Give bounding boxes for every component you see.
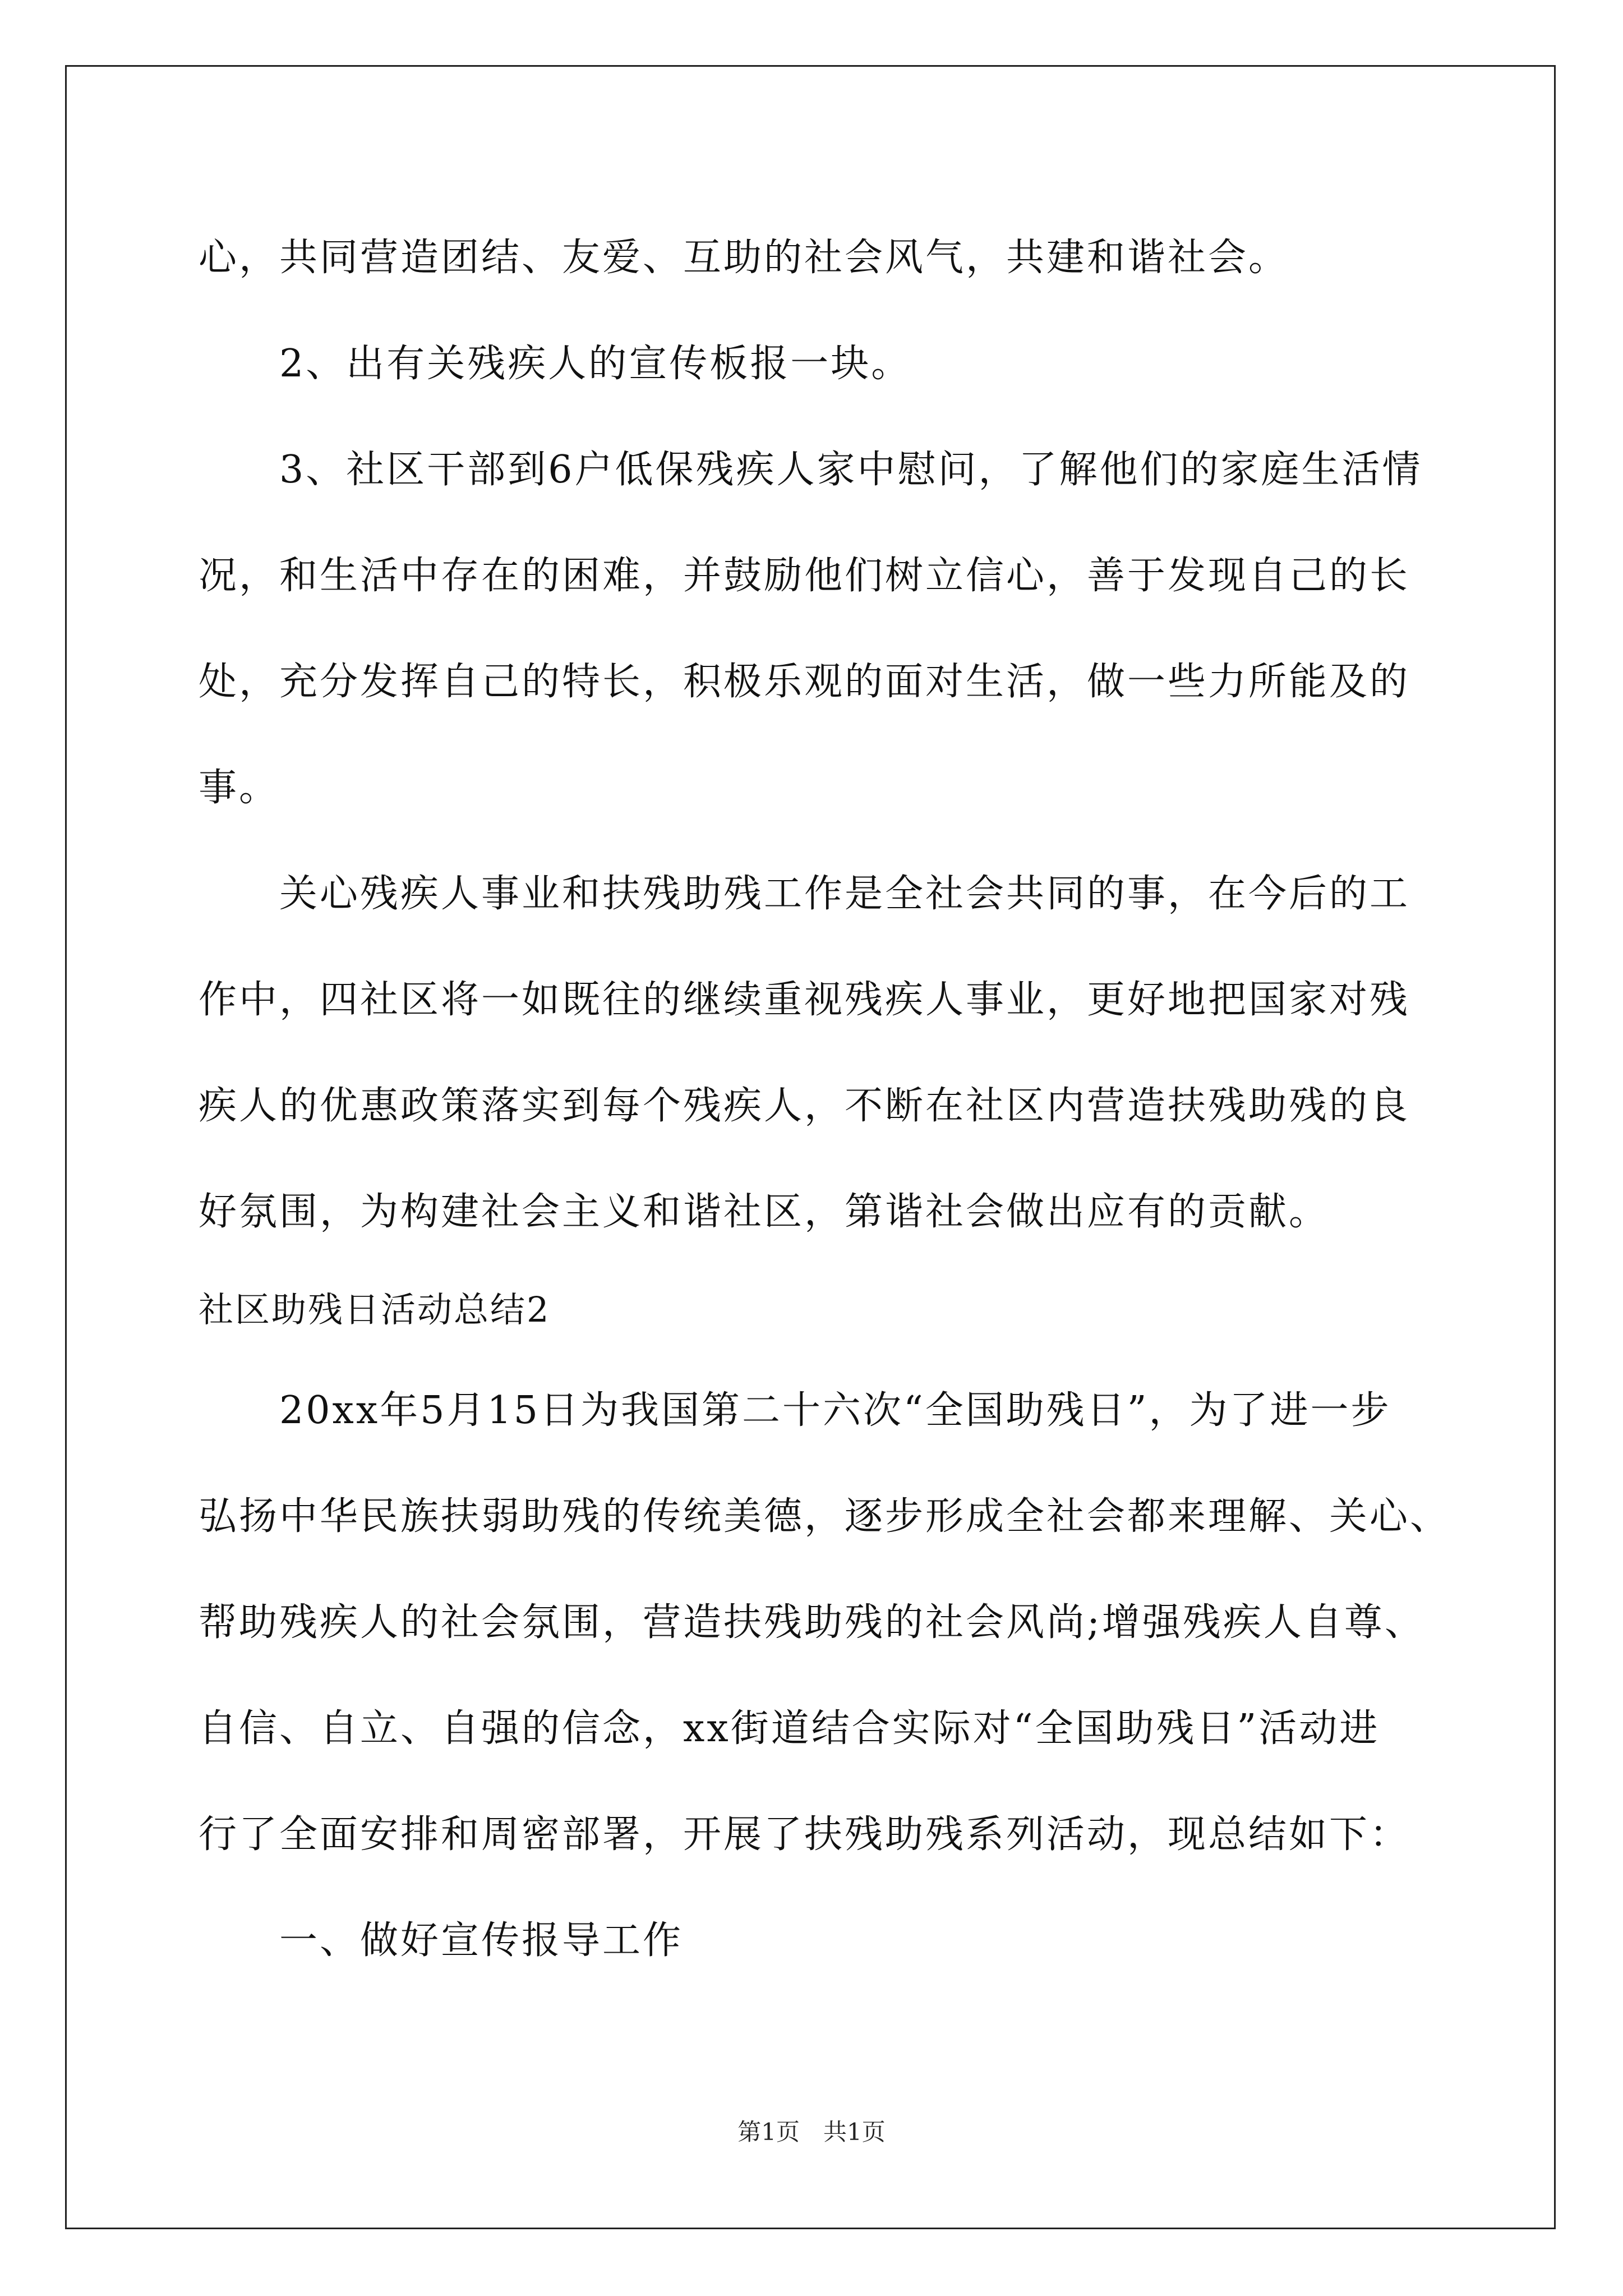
subsection-heading: 一、做好宣传报导工作: [279, 1918, 684, 1963]
paragraph-line: 关心残疾人事业和扶残助残工作是全社会共同的事，在今后的工: [279, 872, 1410, 916]
paragraph-line: 处，充分发挥自己的特长，积极乐观的面对生活，做一些力所能及的: [199, 660, 1410, 704]
list-item-3: 3、社区干部到6户低保残疾人家中慰问，了解他们的家庭生活情: [279, 448, 1423, 492]
paragraph-line: 疾人的优惠政策落实到每个残疾人，不断在社区内营造扶残助残的良: [199, 1084, 1410, 1128]
paragraph-line: 行了全面安排和周密部署，开展了扶残助残系列活动，现总结如下：: [199, 1812, 1410, 1857]
paragraph-line: 好氛围，为构建社会主义和谐社区，第谐社会做出应有的贡献。: [199, 1190, 1330, 1234]
paragraph-line: 弘扬中华民族扶弱助残的传统美德，逐步形成全社会都来理解、关心、: [199, 1494, 1451, 1539]
page-number: 第1页 共1页: [737, 2118, 886, 2146]
paragraph-line: 心，共同营造团结、友爱、互助的社会风气，共建和谐社会。: [199, 236, 1289, 280]
list-item-2: 2、出有关残疾人的宣传板报一块。: [279, 342, 912, 386]
paragraph-line: 自信、自立、自强的信念，xx街道结合实际对“全国助残日”活动进: [199, 1706, 1380, 1751]
section-heading: 社区助残日活动总结2: [199, 1289, 551, 1330]
paragraph-line: 帮助残疾人的社会氛围，营造扶残助残的社会风尚;增强残疾人自尊、: [199, 1600, 1425, 1645]
paragraph-line: 作中，四社区将一如既往的继续重视残疾人事业，更好地把国家对残: [199, 978, 1410, 1022]
paragraph-line: 况，和生活中存在的困难，并鼓励他们树立信心，善于发现自己的长: [199, 554, 1410, 598]
paragraph-line: 20xx年5月15日为我国第二十六次“全国助残日”，为了进一步: [279, 1388, 1391, 1433]
paragraph-line: 事。: [199, 766, 280, 810]
